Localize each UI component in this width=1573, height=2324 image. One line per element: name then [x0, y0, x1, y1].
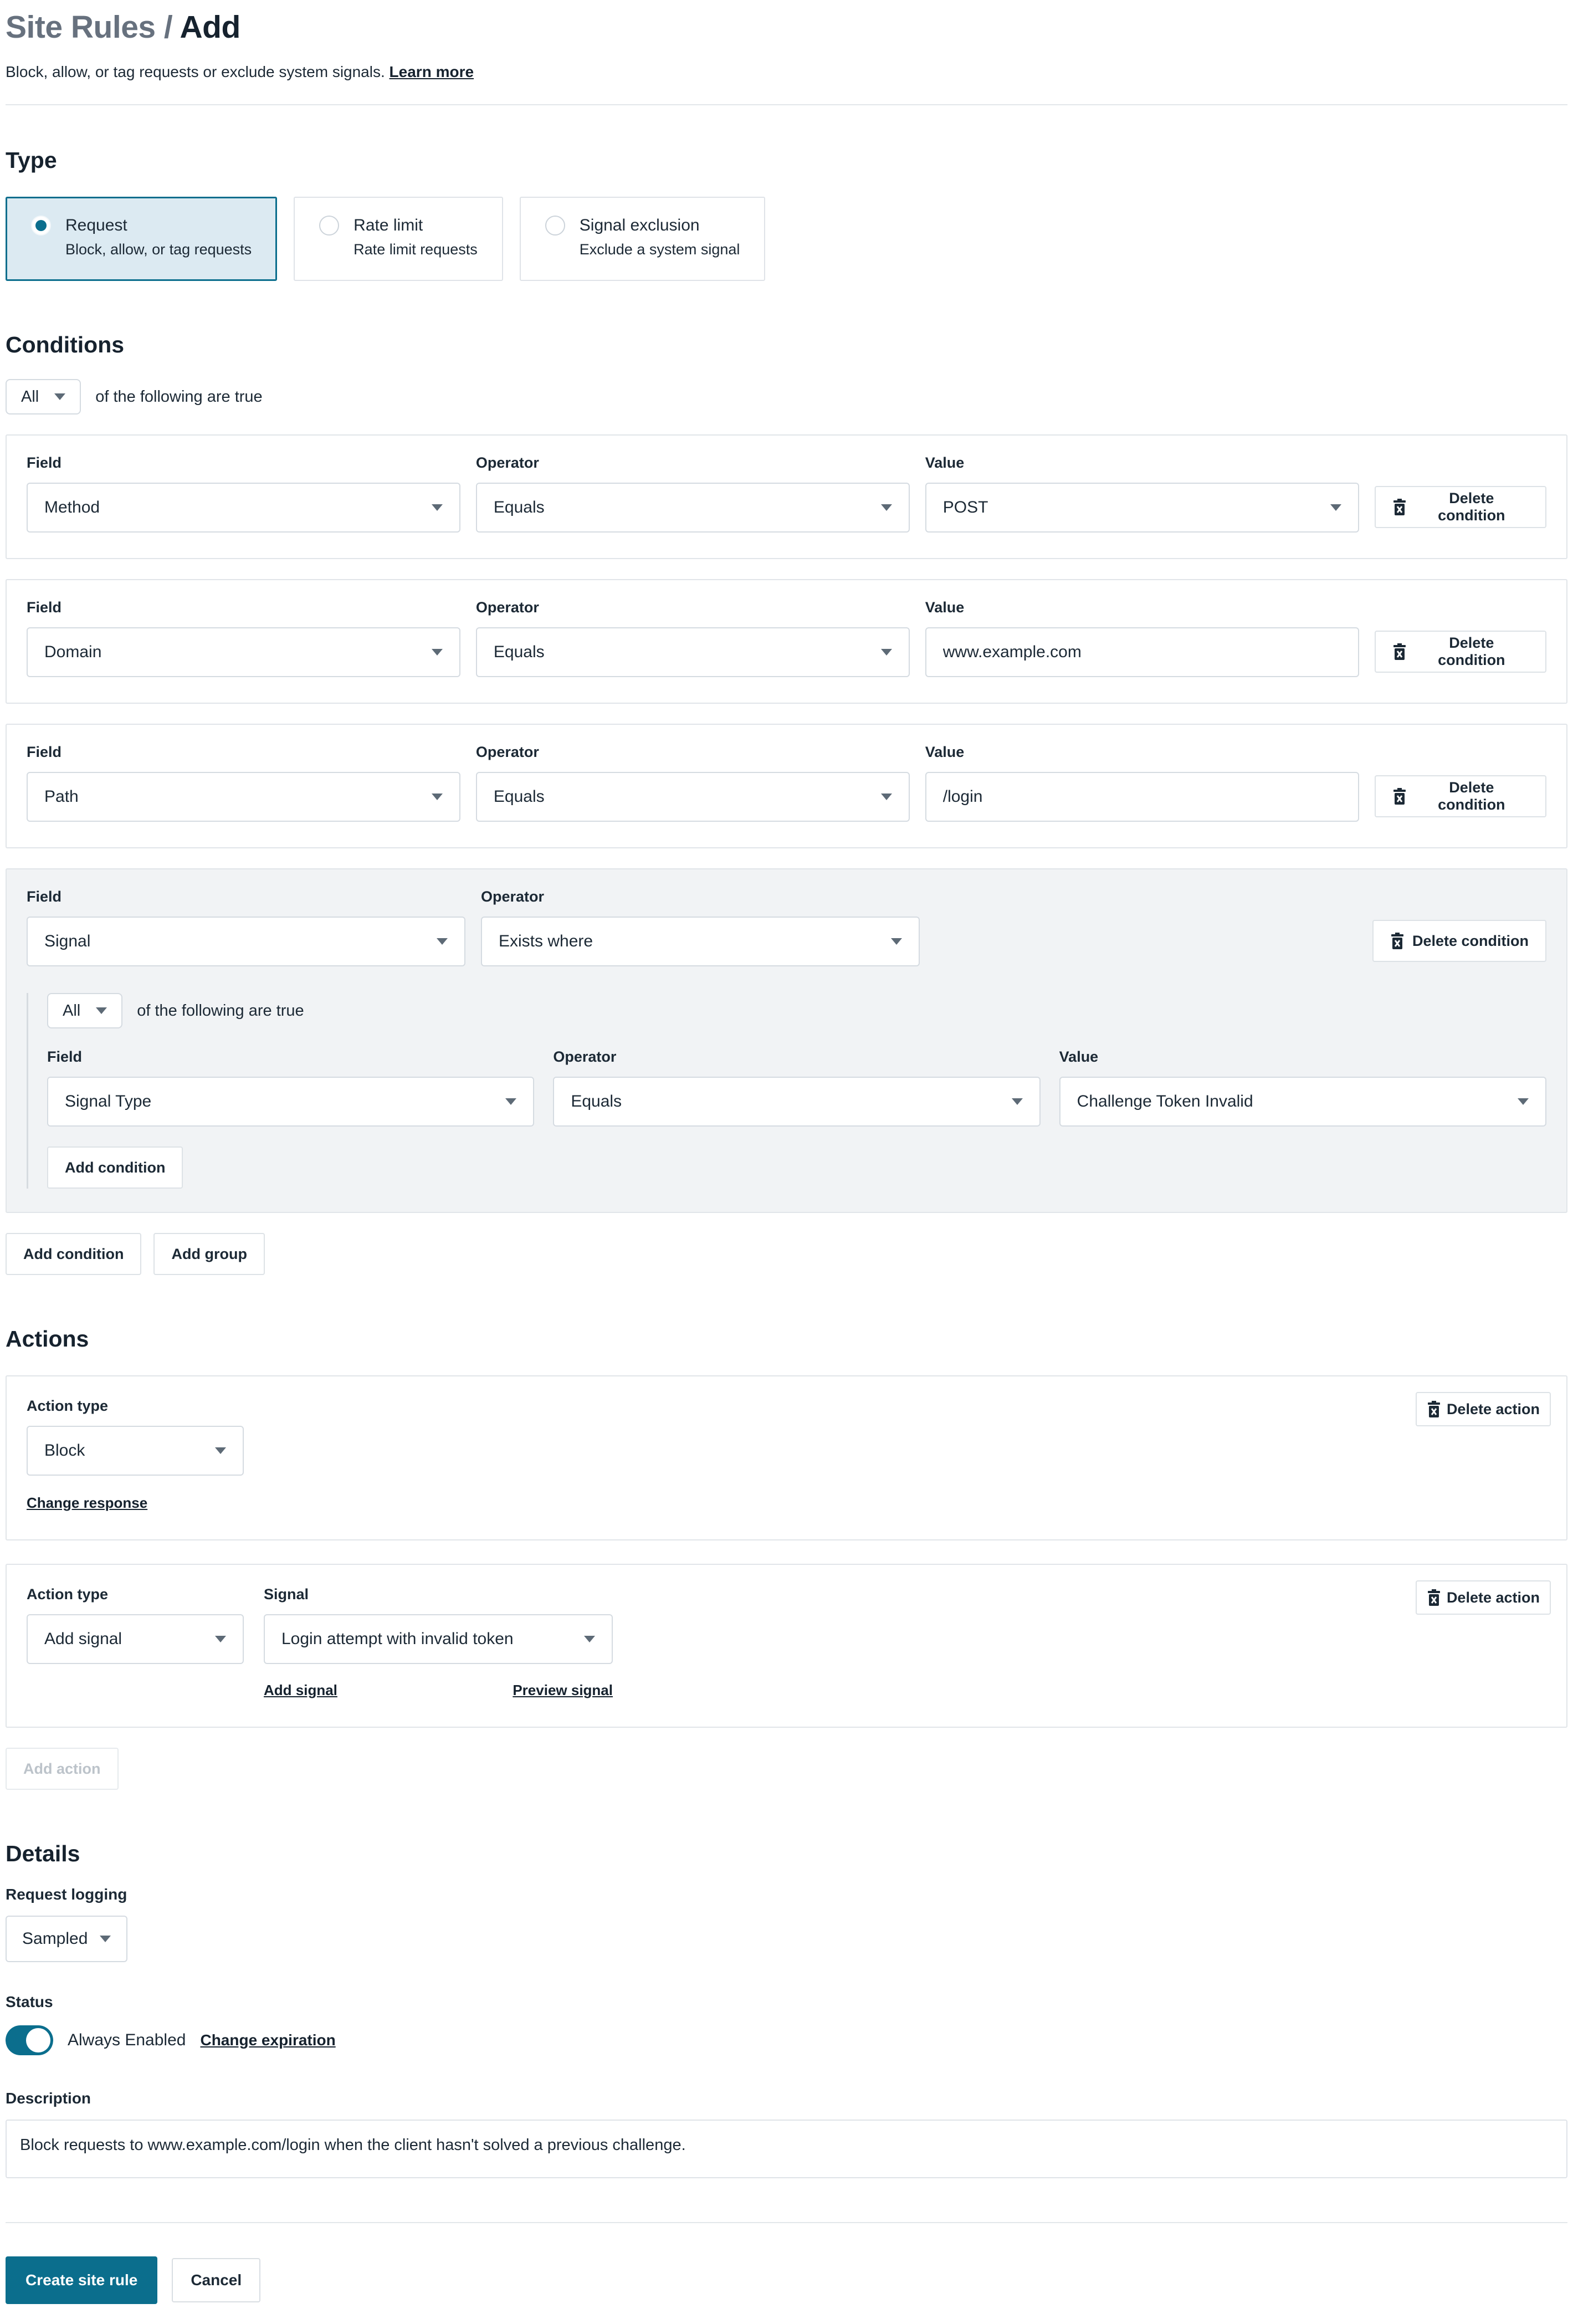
chevron-down-icon [505, 1098, 516, 1105]
trash-icon [1392, 499, 1407, 515]
group-match-row [47, 993, 1546, 1028]
page-title-current: Add [180, 9, 240, 45]
actions-heading: Actions [6, 1326, 89, 1352]
match-select[interactable]: All [47, 993, 122, 1028]
cancel-button[interactable]: Cancel [172, 2258, 260, 2302]
status-row [6, 2025, 1567, 2055]
operator-select[interactable]: Equals [476, 772, 910, 822]
add-action-button[interactable]: Add action [6, 1748, 119, 1790]
nested-condition-group [27, 993, 1546, 1189]
type-option-signal-exclusion[interactable] [520, 197, 766, 281]
chevron-down-icon [215, 1447, 226, 1454]
action-card-add-signal [6, 1564, 1567, 1728]
field-select[interactable]: Method [27, 483, 460, 533]
radio-selected-icon[interactable] [31, 216, 51, 236]
chevron-down-icon [96, 1007, 107, 1014]
type-option-label: Request [65, 216, 127, 234]
operator-select[interactable]: Equals [476, 483, 910, 533]
request-logging-select[interactable]: Sampled [6, 1916, 127, 1962]
value-label: Value [925, 454, 965, 471]
learn-more-link[interactable]: Learn more [389, 63, 474, 80]
chevron-down-icon [891, 938, 902, 945]
value-label: Value [925, 744, 965, 760]
description-textarea[interactable] [6, 2120, 1567, 2178]
value-input[interactable] [925, 772, 1359, 822]
add-condition-button[interactable]: Add condition [47, 1146, 183, 1189]
value-select[interactable]: Challenge Token Invalid [1059, 1077, 1546, 1127]
type-option-rate-limit[interactable] [294, 197, 503, 281]
conditions-heading: Conditions [6, 332, 125, 357]
preview-signal-link[interactable]: Preview signal [513, 1682, 613, 1698]
trash-icon [1427, 1589, 1441, 1606]
condition-group [6, 868, 1567, 1213]
signal-select[interactable]: Login attempt with invalid token [264, 1614, 613, 1664]
field-select[interactable]: Signal Type [47, 1077, 534, 1127]
request-logging-label: Request logging [6, 1886, 127, 1903]
value-select[interactable]: POST [925, 483, 1359, 533]
type-option-label: Rate limit [353, 216, 423, 234]
delete-action-button[interactable]: Delete action [1416, 1392, 1551, 1426]
field-select[interactable]: Domain [27, 627, 460, 677]
operator-select[interactable]: Equals [553, 1077, 1040, 1127]
operator-label: Operator [475, 454, 539, 471]
condition-row [6, 434, 1567, 559]
match-suffix: of the following are true [95, 387, 263, 406]
nested-condition-row [47, 1048, 1546, 1127]
create-site-rule-button[interactable]: Create site rule [6, 2256, 157, 2304]
footer-buttons [6, 2256, 1567, 2304]
action-card-block [6, 1375, 1567, 1540]
delete-condition-button[interactable]: Delete condition [1372, 920, 1546, 962]
type-option-description: Block, allow, or tag requests [65, 241, 252, 258]
header-divider [6, 104, 1567, 105]
operator-label: Operator [553, 1048, 617, 1065]
chevron-down-icon [215, 1636, 226, 1642]
change-expiration-link[interactable]: Change expiration [200, 2031, 336, 2049]
add-signal-link[interactable]: Add signal [264, 1682, 337, 1698]
operator-label: Operator [475, 744, 539, 760]
field-label: Field [27, 744, 62, 760]
signal-label: Signal [264, 1586, 309, 1603]
field-label: Field [27, 888, 62, 905]
type-options [6, 197, 1567, 281]
type-option-request[interactable] [6, 197, 277, 281]
add-condition-button[interactable]: Add condition [6, 1233, 141, 1275]
trash-icon [1427, 1401, 1441, 1417]
condition-row [6, 579, 1567, 704]
type-heading: Type [6, 147, 57, 173]
field-label: Field [27, 454, 62, 471]
type-option-description: Rate limit requests [353, 241, 478, 258]
status-label: Status [6, 1993, 53, 2010]
status-toggle[interactable] [6, 2025, 53, 2055]
chevron-down-icon [432, 504, 443, 511]
field-select[interactable]: Signal [27, 917, 465, 966]
change-response-link[interactable]: Change response [27, 1494, 148, 1511]
chevron-down-icon [881, 794, 892, 800]
footer-divider [6, 2222, 1567, 2223]
radio-icon[interactable] [319, 216, 339, 236]
operator-label: Operator [475, 599, 539, 616]
chevron-down-icon [1012, 1098, 1023, 1105]
delete-condition-button[interactable]: Delete condition [1375, 775, 1546, 817]
type-option-description: Exclude a system signal [579, 241, 740, 258]
trash-icon [1392, 643, 1407, 660]
value-input[interactable] [925, 627, 1359, 677]
value-label: Value [1059, 1048, 1099, 1065]
field-label: Field [47, 1048, 83, 1065]
match-select[interactable]: All [6, 379, 81, 414]
chevron-down-icon [437, 938, 448, 945]
breadcrumb[interactable]: Site Rules / [6, 9, 173, 45]
page-subtitle: Block, allow, or tag requests or exclude system signals. Learn more [6, 63, 474, 80]
operator-label: Operator [481, 888, 545, 905]
status-value: Always Enabled [68, 2031, 186, 2049]
value-label: Value [925, 599, 965, 616]
operator-select[interactable]: Exists where [481, 917, 920, 966]
chevron-down-icon [1518, 1098, 1529, 1105]
details-heading: Details [6, 1841, 80, 1866]
trash-icon [1392, 788, 1407, 805]
condition-row [6, 724, 1567, 848]
delete-condition-button[interactable]: Delete condition [1375, 486, 1546, 528]
chevron-down-icon [432, 649, 443, 656]
toggle-knob-icon [26, 2028, 50, 2052]
operator-select[interactable]: Equals [476, 627, 910, 677]
conditions-buttons [6, 1233, 1567, 1275]
chevron-down-icon [100, 1936, 111, 1942]
chevron-down-icon [1330, 504, 1341, 511]
chevron-down-icon [881, 504, 892, 511]
add-group-button[interactable]: Add group [153, 1233, 264, 1275]
radio-icon[interactable] [545, 216, 565, 236]
action-type-label: Action type [27, 1586, 109, 1603]
page-title [6, 9, 1567, 45]
match-suffix: of the following are true [137, 1001, 304, 1020]
description-label: Description [6, 2090, 91, 2107]
action-type-label: Action type [27, 1398, 109, 1414]
action-type-select[interactable]: Block [27, 1426, 244, 1476]
field-select[interactable]: Path [27, 772, 460, 822]
delete-action-button[interactable]: Delete action [1416, 1580, 1551, 1615]
field-label: Field [27, 599, 62, 616]
type-option-label: Signal exclusion [579, 216, 700, 234]
chevron-down-icon [432, 794, 443, 800]
delete-condition-button[interactable]: Delete condition [1375, 631, 1546, 673]
action-type-select[interactable]: Add signal [27, 1614, 244, 1664]
chevron-down-icon [584, 1636, 595, 1642]
conditions-match-row [6, 379, 1567, 414]
chevron-down-icon [54, 393, 65, 400]
trash-icon [1390, 933, 1405, 949]
chevron-down-icon [881, 649, 892, 656]
